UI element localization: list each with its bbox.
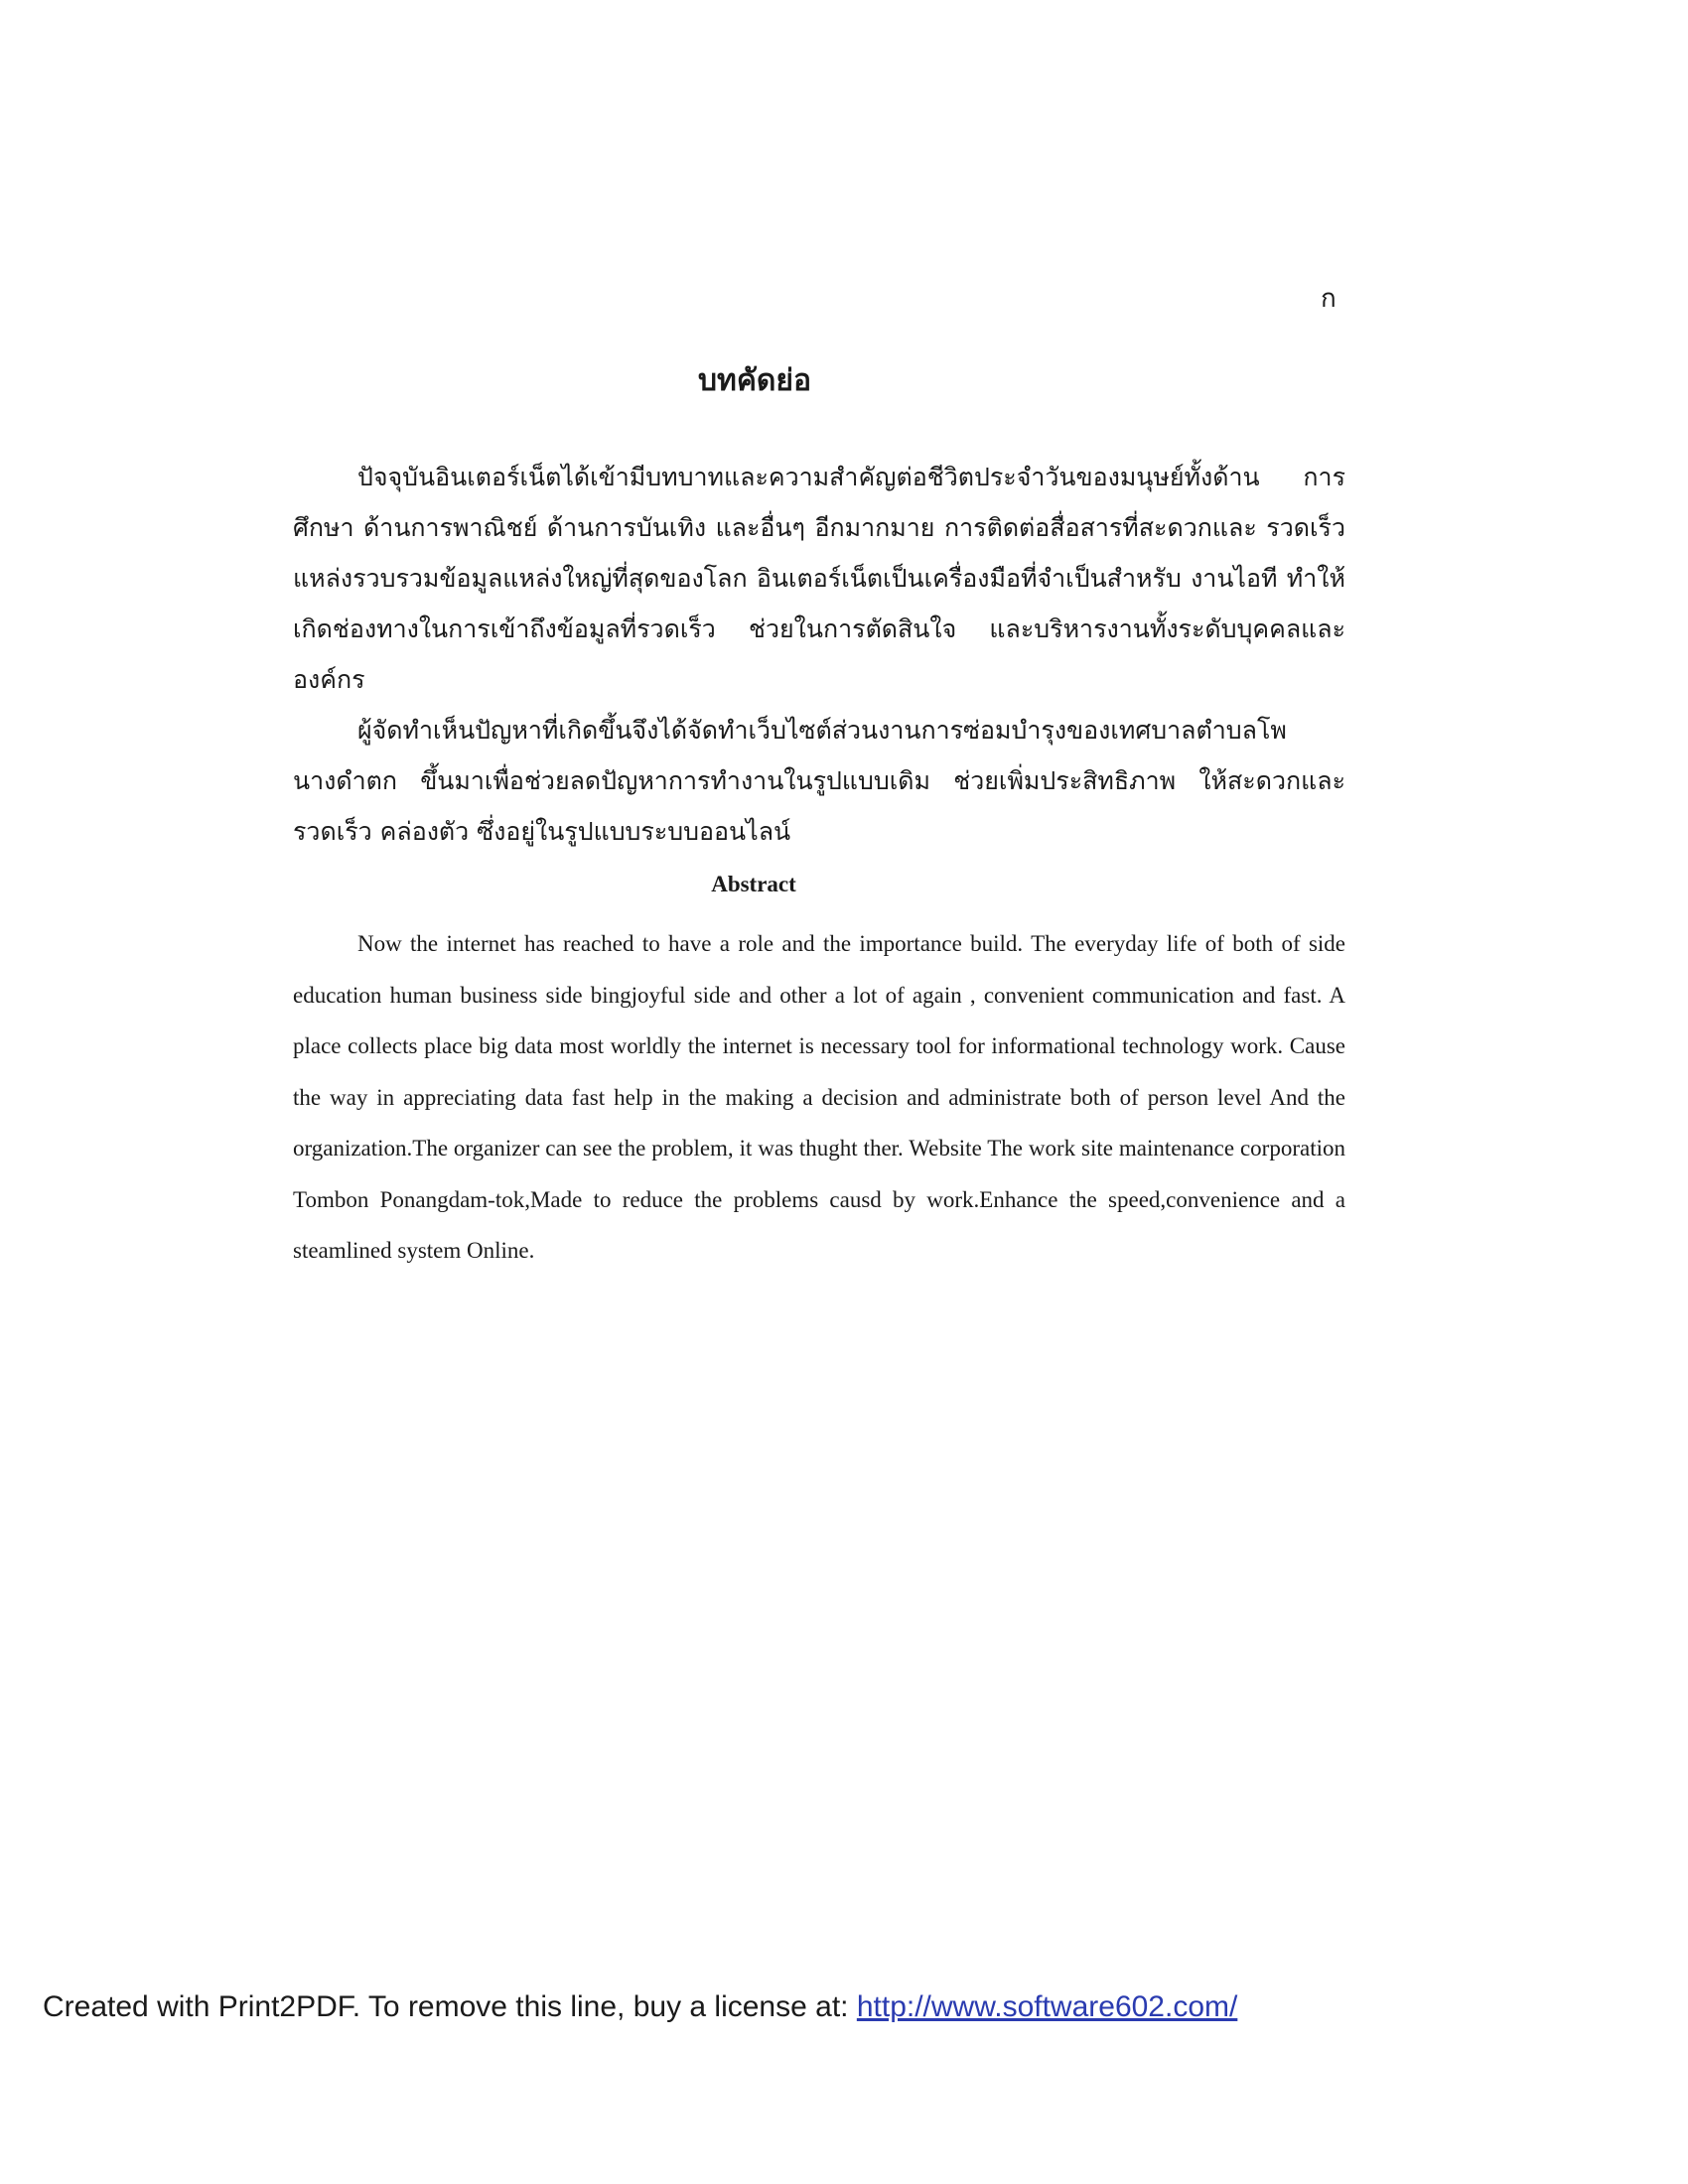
footer-license-link[interactable]: http://www.software602.com/ [856,1990,1238,2023]
english-abstract-body [293,918,1345,1277]
page-number: ก [1321,284,1336,314]
english-abstract-title: Abstract [711,872,796,896]
thai-abstract-paragraph: ผู้จัดทำเห็นปัญหาที่เกิดขึ้นจึงได้จัดทำเว็บไซต์ส่วนงานการซ่อมบำรุงของเทศบาลตำบลโพนางดำตก ขึ้นมาเพื่อช่วยลดปัญหาการทำงานในรูปแบบเดิม ช่วยเพิ่มประสิทธิภาพ ให้สะดวกและรวดเร็ว คล่องตัว ซึ่งอยู่ในรูปแบบระบบออนไลน์ [293,716,1345,846]
thai-abstract-paragraph: ปัจจุบันอินเตอร์เน็ตได้เข้ามีบทบาทและความสำคัญต่อชีวิตประจำวันของมนุษย์ทั้งด้าน การศึกษา ด้านการพาณิชย์ ด้านการบันเทิง และอื่นๆ อีกมากมาย การติดต่อสื่อสารที่สะดวกและ รวดเร็ว แหล่งรวบรวมข้อมูลแหล่งใหญ่ที่สุดของโลก อินเตอร์เน็ตเป็นเครื่องมือที่จำเป็นสำหรับ งานไอที ทำให้เกิดช่องทางในการเข้าถึงข้อมูลที่รวดเร็ว ช่วยในการตัดสินใจ และบริหารงานทั้งระดับบุคคลและองค์กร [293,463,1345,694]
thai-abstract-body [293,452,1345,857]
footer-text: Created with Print2PDF. To remove this line, buy a license at: [43,1990,857,2023]
english-abstract-paragraph: Now the internet has reached to have a role and the importance build. The everyday life of both of side education human business side bingjoyful side and other a lot of again , convenient communication and fast. A place collects place big data most worldly the internet is necessary tool for informational technology work. Cause the way in appreciating data fast help in the making a decision and administrate both of person level And the organization.The organizer can see the problem, it was thught ther. Website The work site maintenance corporation Tombon Ponangdam-tok,Made to reduce the problems causd by work.Enhance the speed,convenience and a steamlined system Online. [293,931,1345,1263]
print2pdf-footer [43,1990,1237,2024]
thai-abstract-title: บทคัดย่อ [698,363,811,398]
